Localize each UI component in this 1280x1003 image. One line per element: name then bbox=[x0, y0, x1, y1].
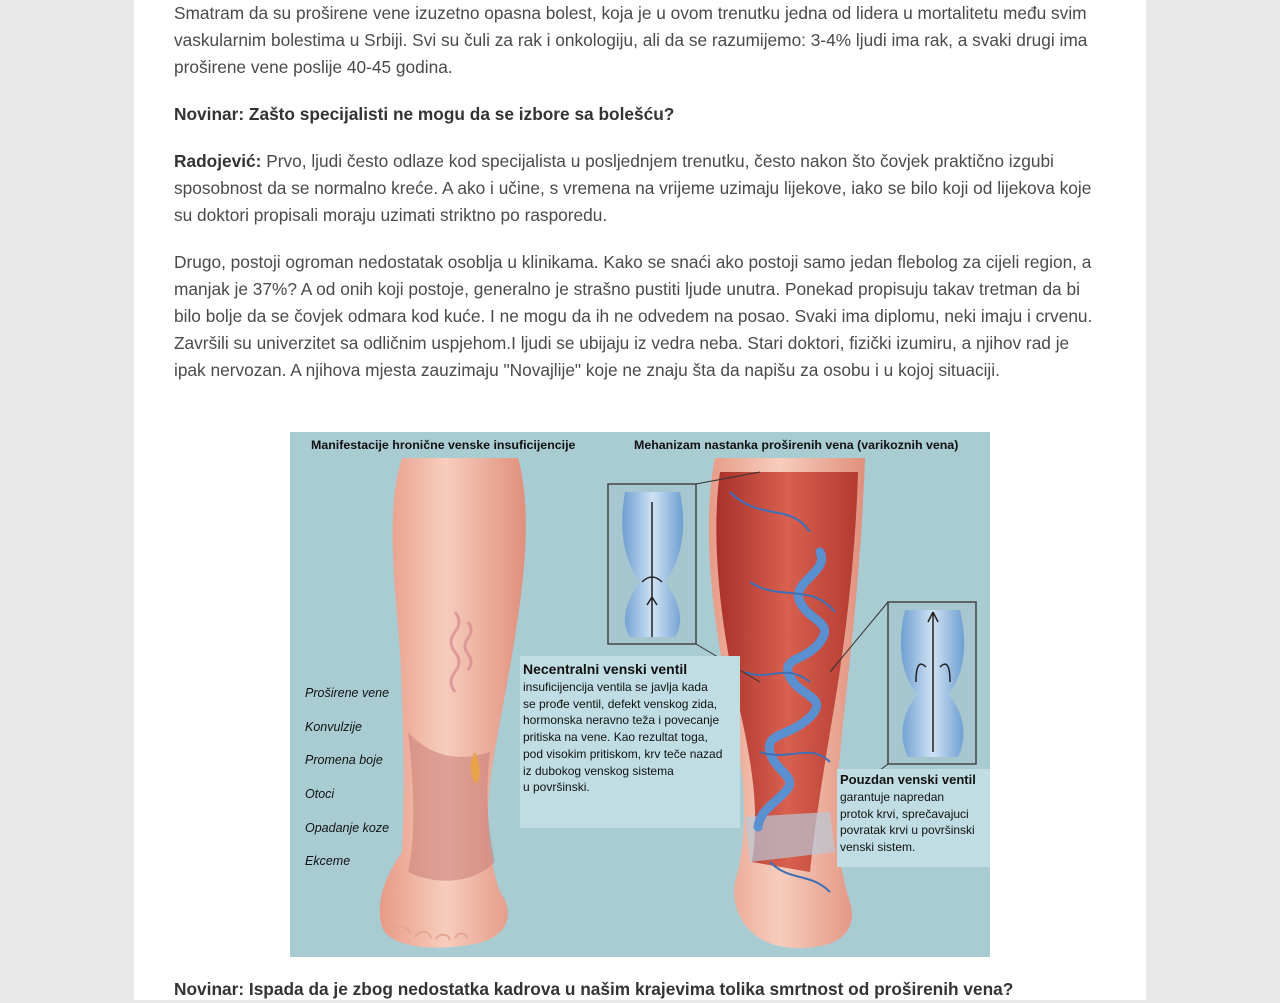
speaker-name: Radojević: bbox=[174, 151, 262, 171]
callout-title: Pouzdan venski ventil bbox=[840, 772, 976, 787]
callout-line: garantuje napredan bbox=[840, 790, 945, 804]
content-page bbox=[134, 0, 1146, 1000]
callout-line: pritiska na vene. Kao rezultat toga, bbox=[523, 730, 708, 745]
paragraph-staff-shortage: Drugo, postoji ogroman nedostatak osoblja u klinikama. Kako se snaći ako postoji samo jedan flebolog za cijeli region, a manjak je 37%? A od onih koji postoje, generalno je strašno pustiti ljude unutra. Ponekad propisuju takav tretman da bi bilo bolje da se čovjek odmara kod kuće. I ne mogu da ih ne odvedem na posao. Svaki ima diplomu, neki imaju i crvenu. Završili su univerzitet sa odličnim uspjehom.I ljudi se ubijaju iz vedra neba. Stari doktori, fizički izumiru, a njihov rad je ipak nervozan. A njihova mjesta zauzimaju "Novajlije" koje ne znaju šta da napišu za osobu i u kojoj situaciji. bbox=[174, 252, 1093, 380]
callout-line: iz dubokog venskog sistema bbox=[523, 763, 674, 778]
callout-title: Necentralni venski ventil bbox=[523, 661, 688, 677]
symptom-label: Proširene vene bbox=[305, 686, 390, 700]
callout-line: se prođe ventil, defekt venskog zida, bbox=[523, 696, 718, 711]
figure-title-left: Manifestacije hronične venske insuficijencije bbox=[311, 438, 576, 452]
interview-question-2: Novinar: Ispada da je zbog nedostatka kadrova u našim krajevima tolika smrtnost od proširenih vena? bbox=[174, 979, 1014, 999]
symptom-label: Opadanje koze bbox=[305, 821, 390, 835]
callout-line: povratak krvi u površinski bbox=[840, 823, 975, 838]
figure-title-right: Mehanizam nastanka proširenih vena (varikoznih vena) bbox=[634, 438, 959, 452]
callout-line: protok krvi, sprečavajuci bbox=[840, 806, 969, 821]
callout-faulty-valve bbox=[520, 656, 740, 828]
interview-answer-1 bbox=[174, 148, 1104, 229]
callout-line: u površinski. bbox=[523, 780, 590, 795]
varicose-veins-illustration[interactable] bbox=[290, 432, 990, 957]
callout-line: hormonska neravno teža i povecanje bbox=[523, 713, 720, 728]
callout-reliable-valve bbox=[837, 769, 990, 867]
callout-line: pod visokim pritiskom, krv teče nazad bbox=[523, 746, 723, 761]
symptom-label: Ekceme bbox=[305, 854, 351, 868]
callout-line: insuficijencija ventila se javlja kada bbox=[523, 680, 708, 694]
paragraph-intro: Smatram da su proširene vene izuzetno opasna bolest, koja je u ovom trenutku jedna od lidera u mortalitetu među svim vaskularnim bolestima u Srbiji. Svi su čuli za rak i onkologiju, ali da se razumijemo: 3-4% ljudi ima rak, a svaki drugi ima proširene vene poslije 40-45 godina. bbox=[174, 3, 1088, 77]
symptom-label: Konvulzije bbox=[305, 720, 362, 734]
answer-text: Prvo, ljudi često odlaze kod specijalista u posljednjem trenutku, često nakon što čovjek praktično izgubi sposobnost da se normalno kreće. A ako i učine, s vremena na vrijeme uzimaju lijekove, iako se bilo koji od lijekova koje su doktori propisali moraju uzimati striktno po rasporedu. bbox=[174, 151, 1092, 225]
callout-line: venski sistem. bbox=[840, 840, 916, 855]
symptom-label: Promena boje bbox=[305, 753, 383, 767]
symptom-label: Otoci bbox=[305, 787, 335, 801]
interview-question-1: Novinar: Zašto specijalisti ne mogu da se izbore sa bolešću? bbox=[174, 104, 675, 124]
